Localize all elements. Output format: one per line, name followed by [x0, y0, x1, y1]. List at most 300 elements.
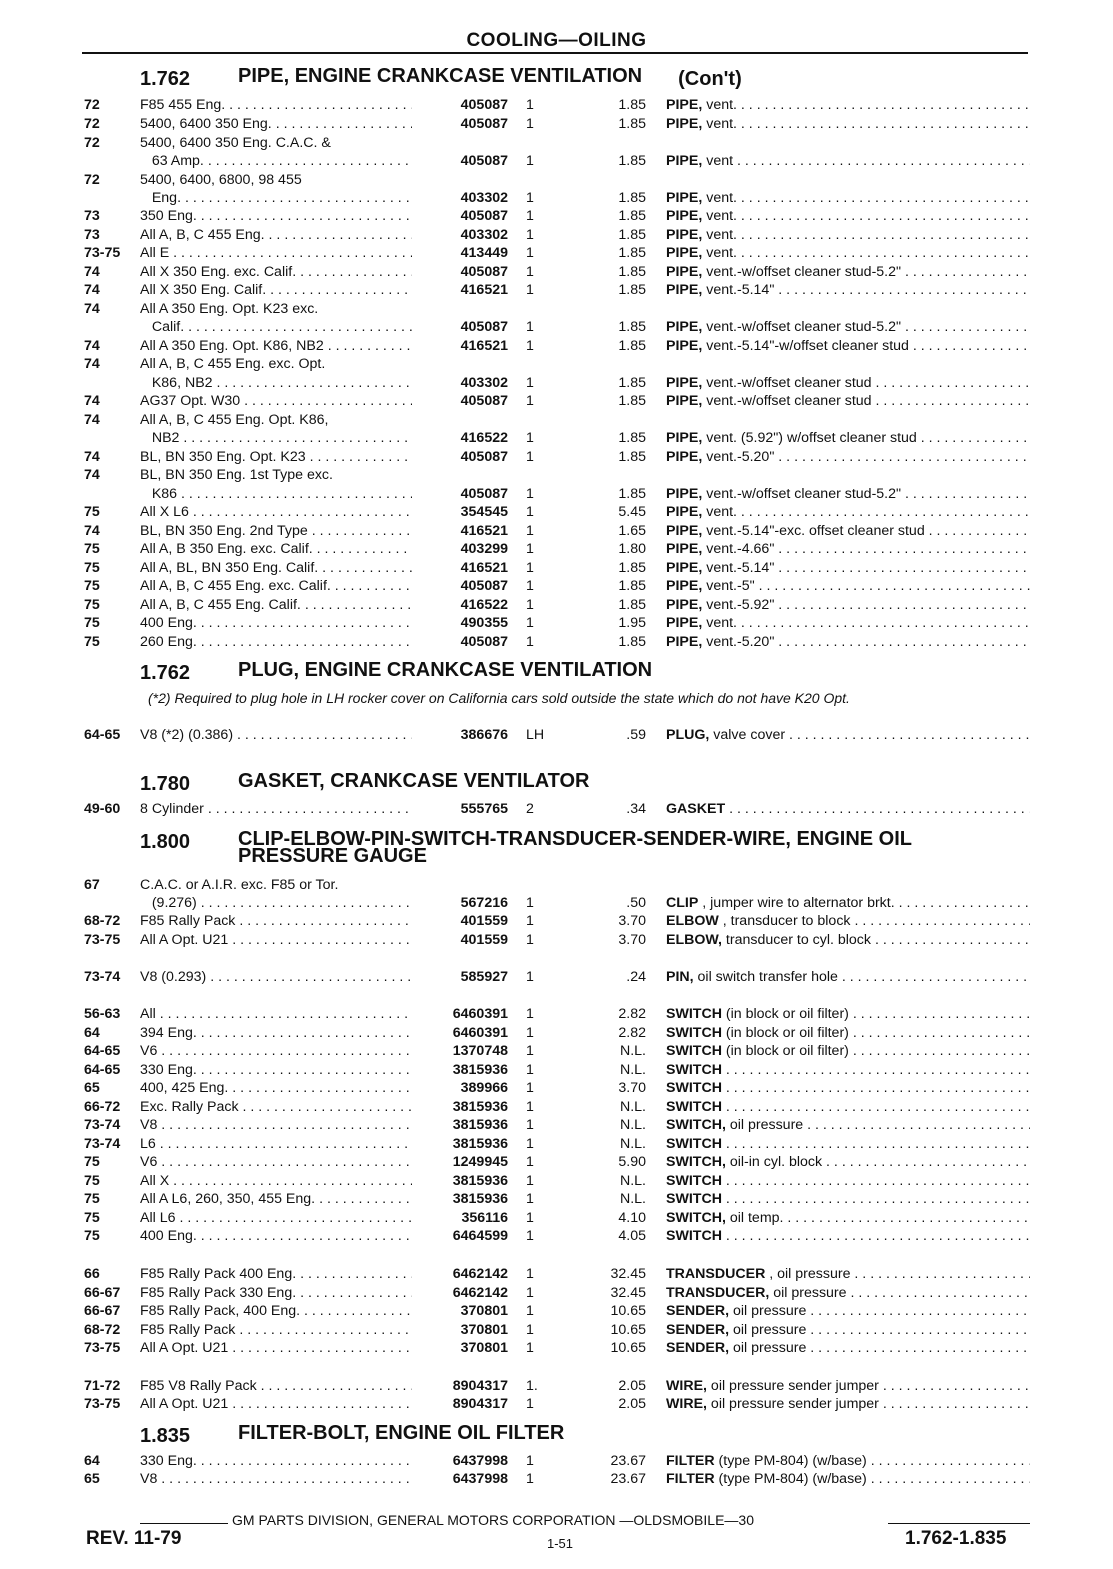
row-quantity: 1: [526, 116, 534, 132]
row-price: 1.85: [618, 375, 646, 391]
row-part-detail: oil pressure: [725, 1117, 804, 1133]
row-part-number: 6462142: [452, 1266, 508, 1282]
row-part-name-bold: PIPE,: [666, 208, 703, 224]
row-part-detail: vent: [702, 153, 734, 169]
row-part-number: 416521: [460, 282, 508, 298]
row-part-detail: valve cover: [709, 727, 786, 743]
row-part-detail: oil switch transfer hole: [693, 969, 838, 985]
row-part-name: [666, 801, 1030, 817]
row-part-detail: (in block or oil filter): [721, 1025, 849, 1041]
row-part-name: [666, 245, 1030, 261]
section-number: 1.762: [140, 68, 191, 90]
row-description: 330 Eng. . . .: [140, 1453, 412, 1469]
row-years: 74: [84, 523, 100, 539]
row-years: 74: [84, 356, 100, 372]
row-part-number: 585927: [460, 969, 508, 985]
row-part-name: [666, 1471, 1030, 1487]
row-quantity: 1: [526, 969, 534, 985]
row-years: 66-72: [84, 1099, 121, 1115]
row-part-name-bold: WIRE,: [666, 1378, 707, 1394]
row-part-name-bold: FILTER: [666, 1471, 715, 1487]
row-part-detail: , oil pressure: [765, 1266, 851, 1282]
row-price: 1.85: [618, 264, 646, 280]
row-years: 56-63: [84, 1006, 121, 1022]
row-part-number: 6460391: [452, 1025, 508, 1041]
row-part-detail: vent. (5.92") w/offset cleaner stud: [702, 430, 917, 446]
row-quantity: 1: [526, 578, 534, 594]
row-price: N.L.: [619, 1099, 646, 1115]
row-part-detail: oil pressure: [729, 1322, 807, 1338]
row-quantity: 1: [526, 282, 534, 298]
row-years: 67: [84, 877, 100, 893]
row-part-name: [666, 504, 1030, 520]
row-description: 260 Eng. . . .: [140, 634, 412, 650]
table-row: [0, 1453, 1113, 1471]
row-description: AG37 Opt. W30 . . .: [140, 393, 412, 409]
section-heading: [140, 65, 742, 91]
row-part-number: 8904317: [452, 1378, 508, 1394]
row-part-name-bold: PIPE,: [666, 560, 703, 576]
row-part-name: [666, 1099, 1030, 1115]
row-part-number: 490355: [460, 615, 508, 631]
row-quantity: 1: [526, 449, 534, 465]
table-row: [0, 135, 1113, 153]
row-description: K86, NB2 . . .: [140, 375, 412, 391]
row-part-number: 389966: [460, 1080, 508, 1096]
row-quantity: 1: [526, 1062, 534, 1078]
row-part-name-bold: FILTER: [666, 1453, 715, 1469]
row-part-name: [666, 634, 1030, 650]
row-part-number: 405087: [460, 97, 508, 113]
footer-revision: REV. 11-79: [86, 1528, 182, 1549]
row-years: 74: [84, 449, 100, 465]
row-part-name: [666, 1025, 1030, 1041]
row-years: 65: [84, 1080, 100, 1096]
row-years: 73: [84, 208, 100, 224]
row-description: 400, 425 Eng. . . .: [140, 1080, 412, 1096]
row-years: 64-65: [84, 727, 121, 743]
row-part-name-bold: SENDER,: [666, 1303, 730, 1319]
row-part-name: [666, 282, 1030, 298]
row-years: 71-72: [84, 1378, 121, 1394]
row-quantity: 1: [526, 523, 534, 539]
row-part-number: 370801: [460, 1340, 508, 1356]
row-description: K86 . . .: [140, 486, 412, 502]
row-part-name: [666, 913, 1030, 929]
row-part-detail: vent.-5.14": [702, 282, 775, 298]
row-years: 75: [84, 1210, 100, 1226]
row-description: F85 455 Eng. . . .: [140, 97, 412, 113]
row-part-detail: oil-in cyl. block: [725, 1154, 823, 1170]
row-part-number: 6437998: [452, 1471, 508, 1487]
table-row: [0, 1154, 1113, 1172]
row-part-name-bold: GASKET: [666, 801, 726, 817]
row-quantity: 1: [526, 541, 534, 557]
row-price: 1.85: [618, 190, 646, 206]
row-part-number: 370801: [460, 1303, 508, 1319]
row-part-detail: vent.: [702, 615, 737, 631]
row-part-number: 567216: [460, 895, 508, 911]
row-part-name-bold: TRANSDUCER: [666, 1266, 766, 1282]
row-part-detail: (type PM-804) (w/base): [714, 1453, 867, 1469]
table-row: [0, 523, 1113, 541]
row-part-name: [666, 208, 1030, 224]
row-part-detail: vent.-5.14"-w/offset cleaner stud: [702, 338, 909, 354]
row-years: 75: [84, 1173, 100, 1189]
row-description: All A 350 Eng. Opt. K23 exc.: [140, 301, 319, 317]
row-price: 1.85: [618, 393, 646, 409]
row-part-name-bold: ELBOW,: [666, 932, 722, 948]
row-part-name: [666, 560, 1030, 576]
row-part-name-bold: SWITCH: [666, 1191, 722, 1207]
row-part-number: 405087: [460, 208, 508, 224]
row-price: 1.85: [618, 153, 646, 169]
table-row: [0, 1266, 1113, 1284]
row-description: All L6 . . .: [140, 1210, 412, 1226]
row-quantity: 1: [526, 264, 534, 280]
row-part-number: 555765: [460, 801, 508, 817]
row-part-detail: vent.: [702, 116, 737, 132]
row-quantity: 1: [526, 597, 534, 613]
row-part-name-bold: PIPE,: [666, 319, 703, 335]
row-part-detail: oil pressure sender jumper: [706, 1396, 879, 1412]
table-row: [0, 1025, 1113, 1043]
row-part-number: 403299: [460, 541, 508, 557]
row-part-detail: vent.: [702, 245, 737, 261]
row-description: All A Opt. U21 . . .: [140, 932, 412, 948]
row-quantity: 1: [526, 1136, 534, 1152]
table-row: [0, 245, 1113, 263]
row-quantity: 1: [526, 1117, 534, 1133]
row-part-number: 401559: [460, 913, 508, 929]
row-part-number: 3815936: [452, 1136, 508, 1152]
row-part-name: [666, 264, 1030, 280]
row-price: 1.85: [618, 597, 646, 613]
footer-rule: [140, 1523, 228, 1524]
row-price: 10.65: [610, 1340, 646, 1356]
row-price: 10.65: [610, 1322, 646, 1338]
row-quantity: 1: [526, 634, 534, 650]
row-price: N.L.: [619, 1191, 646, 1207]
row-part-number: 3815936: [452, 1173, 508, 1189]
section-continued: (Con't): [678, 68, 742, 90]
row-description: V6 . . .: [140, 1043, 412, 1059]
row-part-number: 416521: [460, 560, 508, 576]
row-years: 73-75: [84, 932, 121, 948]
row-years: 72: [84, 135, 100, 151]
row-years: 68-72: [84, 913, 121, 929]
row-years: 74: [84, 412, 100, 428]
row-price: 23.67: [610, 1453, 646, 1469]
row-part-number: 3815936: [452, 1117, 508, 1133]
row-years: 68-72: [84, 1322, 121, 1338]
row-years: 74: [84, 338, 100, 354]
section-heading: [140, 1422, 565, 1448]
table-row: [0, 597, 1113, 615]
table-row: [0, 449, 1113, 467]
row-part-name: [666, 727, 1030, 743]
table-row: [0, 1136, 1113, 1154]
table-row: [0, 116, 1113, 134]
table-row: [0, 1191, 1113, 1209]
row-part-name-bold: PIPE,: [666, 486, 703, 502]
row-part-name: [666, 1453, 1030, 1469]
row-quantity: 1: [526, 1266, 534, 1282]
row-price: 1.85: [618, 245, 646, 261]
row-part-name: [666, 1154, 1030, 1170]
row-part-name: [666, 1378, 1030, 1394]
row-description: V8 . . .: [140, 1471, 412, 1487]
row-part-name: [666, 1340, 1030, 1356]
section-title: PIPE, ENGINE CRANKCASE VENTILATION: [238, 65, 643, 87]
row-price: 1.85: [618, 578, 646, 594]
row-price: N.L.: [619, 1173, 646, 1189]
row-part-name: [666, 523, 1030, 539]
table-row: [0, 932, 1113, 950]
row-price: .59: [626, 727, 646, 743]
row-years: 72: [84, 116, 100, 132]
table-row: [0, 282, 1113, 300]
row-description: Exc. Rally Pack . . .: [140, 1099, 412, 1115]
row-part-name-bold: PIPE,: [666, 393, 703, 409]
row-part-number: 6464599: [452, 1228, 508, 1244]
row-part-detail: vent.: [702, 97, 737, 113]
row-part-detail: oil pressure: [729, 1340, 807, 1356]
row-part-name-bold: SWITCH,: [666, 1154, 726, 1170]
row-description: All A, B, C 455 Eng. exc. Opt.: [140, 356, 326, 372]
row-years: 75: [84, 1228, 100, 1244]
row-price: 3.70: [618, 1080, 646, 1096]
row-price: 10.65: [610, 1303, 646, 1319]
row-price: N.L.: [619, 1136, 646, 1152]
row-part-detail: oil temp.: [725, 1210, 784, 1226]
row-quantity: 1: [526, 1006, 534, 1022]
table-row: [0, 727, 1113, 745]
section-heading: [140, 659, 653, 685]
row-part-detail: oil pressure: [769, 1285, 847, 1301]
table-row: [0, 615, 1113, 633]
row-part-detail: vent.-5.20": [702, 449, 775, 465]
row-years: 75: [84, 1154, 100, 1170]
row-years: 75: [84, 541, 100, 557]
row-quantity: 1.: [526, 1378, 538, 1394]
row-years: 73-74: [84, 1117, 121, 1133]
row-description: F85 Rally Pack 330 Eng. . . .: [140, 1285, 412, 1301]
table-row: [0, 504, 1113, 522]
section-number: 1.800: [140, 831, 191, 853]
row-price: .34: [626, 801, 646, 817]
table-row: [0, 97, 1113, 115]
row-quantity: 1: [526, 615, 534, 631]
row-description: All X . . .: [140, 1173, 412, 1189]
row-description: All A Opt. U21 . . .: [140, 1340, 412, 1356]
row-part-name-bold: PIPE,: [666, 523, 703, 539]
footer-section-range: 1.762-1.835: [905, 1528, 1007, 1549]
table-row: [0, 301, 1113, 319]
row-part-number: 416521: [460, 338, 508, 354]
section-title: PLUG, ENGINE CRANKCASE VENTILATION: [238, 659, 653, 681]
row-description: BL, BN 350 Eng. 2nd Type . . .: [140, 523, 412, 539]
row-part-name-bold: PIPE,: [666, 282, 703, 298]
row-part-name-bold: SWITCH: [666, 1173, 722, 1189]
section-heading: [140, 828, 913, 867]
row-part-name: [666, 1006, 1030, 1022]
row-part-name: [666, 393, 1030, 409]
row-part-name-bold: PIPE,: [666, 264, 703, 280]
row-part-name-bold: PIPE,: [666, 504, 703, 520]
row-price: 4.10: [618, 1210, 646, 1226]
row-part-detail: oil pressure: [729, 1303, 807, 1319]
row-part-name: [666, 1043, 1030, 1059]
row-part-detail: , jumper wire to alternator brkt.: [698, 895, 895, 911]
footer-publisher: GM PARTS DIVISION, GENERAL MOTORS CORPORATION —OLDSMOBILE—30: [232, 1512, 754, 1528]
row-quantity: 1: [526, 504, 534, 520]
table-row: [0, 1396, 1113, 1414]
row-quantity: 1: [526, 1285, 534, 1301]
header-rule: [82, 52, 1028, 54]
table-row: [0, 319, 1113, 337]
row-years: 75: [84, 615, 100, 631]
row-description: All A 350 Eng. Opt. K86, NB2 . . .: [140, 338, 412, 354]
row-description: All A, B, C 455 Eng. Opt. K86,: [140, 412, 329, 428]
row-quantity: 1: [526, 1471, 534, 1487]
row-part-number: 405087: [460, 634, 508, 650]
table-row: [0, 172, 1113, 190]
row-description: All X 350 Eng. Calif. . . .: [140, 282, 412, 298]
row-quantity: 1: [526, 1303, 534, 1319]
row-part-name-bold: PIPE,: [666, 227, 703, 243]
row-description: V8 (*2) (0.386) . . .: [140, 727, 412, 743]
row-part-number: 3815936: [452, 1191, 508, 1207]
table-row: [0, 1117, 1113, 1135]
row-quantity: 1: [526, 190, 534, 206]
row-part-name: [666, 116, 1030, 132]
row-part-detail: transducer to cyl. block: [721, 932, 871, 948]
row-price: 5.45: [618, 504, 646, 520]
row-years: 74: [84, 301, 100, 317]
row-price: .50: [626, 895, 646, 911]
row-description: V6 . . .: [140, 1154, 412, 1170]
row-part-number: 416522: [460, 430, 508, 446]
row-part-detail: vent.-w/offset cleaner stud: [702, 393, 872, 409]
footer-rule: [888, 1523, 1030, 1524]
row-part-number: 405087: [460, 393, 508, 409]
row-price: 1.85: [618, 282, 646, 298]
row-description: F85 Rally Pack . . .: [140, 913, 412, 929]
table-row: [0, 913, 1113, 931]
row-part-number: 354545: [460, 504, 508, 520]
table-row: [0, 1062, 1113, 1080]
row-part-name: [666, 319, 1030, 335]
row-quantity: 1: [526, 153, 534, 169]
row-part-detail: vent.-5": [702, 578, 755, 594]
row-part-name-bold: PIPE,: [666, 190, 703, 206]
row-description: 8 Cylinder . . .: [140, 801, 412, 817]
section-number: 1.835: [140, 1425, 191, 1447]
row-years: 64-65: [84, 1043, 121, 1059]
row-quantity: 1: [526, 208, 534, 224]
row-price: 1.85: [618, 634, 646, 650]
row-part-name: [666, 338, 1030, 354]
row-part-number: 3815936: [452, 1062, 508, 1078]
row-description: F85 V8 Rally Pack . . .: [140, 1378, 412, 1394]
row-description: 400 Eng. . . .: [140, 615, 412, 631]
row-part-detail: (in block or oil filter): [721, 1006, 849, 1022]
row-price: 1.85: [618, 97, 646, 113]
row-years: 73-74: [84, 1136, 121, 1152]
row-part-name-bold: PIPE,: [666, 338, 703, 354]
row-part-name-bold: TRANSDUCER,: [666, 1285, 770, 1301]
row-quantity: 1: [526, 338, 534, 354]
row-price: 1.80: [618, 541, 646, 557]
row-part-number: 401559: [460, 932, 508, 948]
row-part-number: 403302: [460, 227, 508, 243]
table-row: [0, 578, 1113, 596]
row-quantity: 1: [526, 1043, 534, 1059]
section-number: 1.762: [140, 662, 191, 684]
row-description: 63 Amp. . . .: [140, 153, 412, 169]
row-description: All A L6, 260, 350, 455 Eng. . . .: [140, 1191, 412, 1207]
row-years: 74: [84, 264, 100, 280]
row-years: 65: [84, 1471, 100, 1487]
row-part-name: [666, 1322, 1030, 1338]
row-part-detail: vent.: [702, 504, 737, 520]
row-quantity: 1: [526, 227, 534, 243]
row-part-name-bold: SWITCH: [666, 1006, 722, 1022]
section-number: 1.780: [140, 773, 191, 795]
row-part-number: 405087: [460, 264, 508, 280]
row-quantity: 1: [526, 430, 534, 446]
row-quantity: LH: [526, 727, 545, 743]
row-part-detail: (in block or oil filter): [721, 1043, 849, 1059]
row-part-name-bold: CLIP: [666, 895, 699, 911]
row-part-name: [666, 1173, 1030, 1189]
row-part-name-bold: SWITCH,: [666, 1117, 726, 1133]
row-quantity: 1: [526, 97, 534, 113]
table-row: [0, 1228, 1113, 1246]
row-part-detail: vent.-w/offset cleaner stud-5.2": [702, 486, 902, 502]
row-part-detail: vent.: [702, 208, 737, 224]
row-part-number: 6437998: [452, 1453, 508, 1469]
row-part-number: 405087: [460, 578, 508, 594]
row-quantity: 1: [526, 1453, 534, 1469]
row-price: 32.45: [610, 1285, 646, 1301]
table-row: [0, 1303, 1113, 1321]
row-price: 2.82: [618, 1006, 646, 1022]
row-part-name-bold: PIPE,: [666, 578, 703, 594]
row-description: All X 350 Eng. exc. Calif. . . .: [140, 264, 412, 280]
row-part-number: 1370748: [452, 1043, 508, 1059]
row-part-number: 8904317: [452, 1396, 508, 1412]
table-row: [0, 877, 1113, 895]
row-description: All . . .: [140, 1006, 412, 1022]
row-part-detail: vent.-4.66": [702, 541, 775, 557]
row-quantity: 1: [526, 1340, 534, 1356]
row-quantity: 1: [526, 1396, 534, 1412]
row-price: 1.85: [618, 116, 646, 132]
row-description: All E . . .: [140, 245, 412, 261]
table-row: [0, 1099, 1113, 1117]
row-part-name: [666, 430, 1030, 446]
row-years: 72: [84, 172, 100, 188]
row-part-detail: , transducer to block: [718, 913, 851, 929]
row-part-name: [666, 449, 1030, 465]
table-row: [0, 412, 1113, 430]
row-price: 3.70: [618, 932, 646, 948]
row-years: 73-75: [84, 245, 121, 261]
row-part-name-bold: PIPE,: [666, 116, 703, 132]
row-description: All X L6 . . .: [140, 504, 412, 520]
